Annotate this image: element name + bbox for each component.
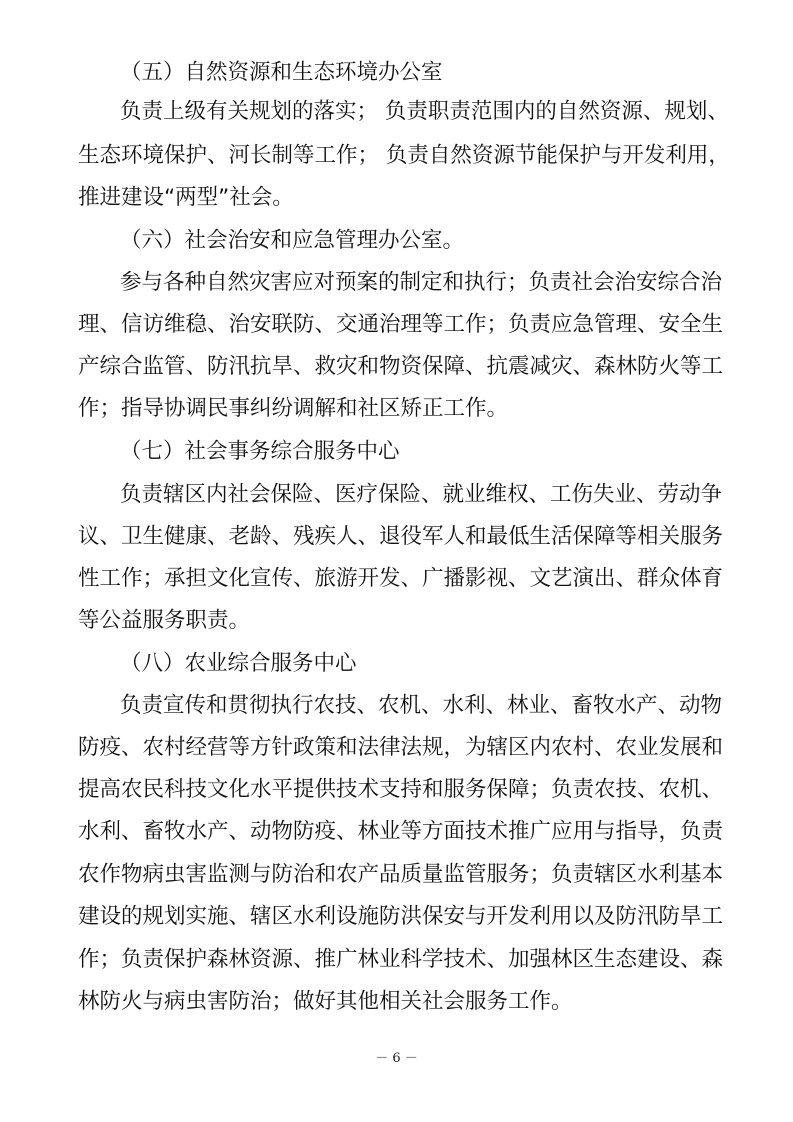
paragraph-line: 负责上级有关规划的落实； 负责职责范围内的自然资源、规划、 xyxy=(120,99,729,124)
page-number: － 6 － xyxy=(375,1051,418,1066)
paragraph-line: 推进建设“两型”社会。 xyxy=(78,185,294,210)
section-heading-8: （八）农业综合服务中心 xyxy=(120,651,357,676)
paragraph-line: 生态环境保护、河长制等工作； 负责自然资源节能保护与开发利用， xyxy=(78,143,730,168)
paragraph-line: 议、卫生健康、老龄、残疾人、退役军人和最低生活保障等相关服务 xyxy=(78,524,724,549)
paragraph-line: 性工作；承担文化宣传、旅游开发、广播影视、文艺演出、群众体育 xyxy=(78,566,724,591)
paragraph-line: 负责宣传和贯彻执行农技、农机、水利、林业、畜牧水产、动物 xyxy=(120,693,723,718)
paragraph-line: 负责辖区内社会保险、医疗保险、就业维权、工伤失业、劳动争 xyxy=(120,482,723,507)
paragraph-line: 参与各种自然灾害应对预案的制定和执行；负责社会治安综合治 xyxy=(120,270,723,295)
paragraph-line: 农作物病虫害监测与防治和农产品质量监管服务；负责辖区水利基本 xyxy=(78,862,724,887)
paragraph-line: 作；负责保护森林资源、推广林业科学技术、加强林区生态建设、森 xyxy=(78,947,724,972)
paragraph-line: 提高农民科技文化水平提供技术支持和服务保障；负责农技、农机、 xyxy=(78,777,724,802)
paragraph-line: 等公益服务职责。 xyxy=(78,608,251,633)
paragraph-line: 产综合监管、防汛抗旱、救灾和物资保障、抗震减灾、森林防火等工 xyxy=(78,354,724,379)
section-heading-5: （五）自然资源和生态环境办公室 xyxy=(120,60,443,85)
section-heading-6: （六）社会治安和应急管理办公室。 xyxy=(120,228,465,253)
paragraph-line: 林防火与病虫害防治；做好其他相关社会服务工作。 xyxy=(78,989,573,1014)
paragraph-line: 水利、畜牧水产、动物防疫、林业等方面技术推广应用与指导，负责 xyxy=(78,819,724,844)
paragraph-line: 防疫、农村经营等方针政策和法律法规，为辖区内农村、农业发展和 xyxy=(78,735,724,760)
paragraph-line: 理、信访维稳、治安联防、交通治理等工作；负责应急管理、安全生 xyxy=(78,312,724,337)
paragraph-line: 作；指导协调民事纠纷调解和社区矫正工作。 xyxy=(78,396,509,421)
paragraph-line: 建设的规划实施、辖区水利设施防洪保安与开发利用以及防汛防旱工 xyxy=(78,904,724,929)
section-heading-7: （七）社会事务综合服务中心 xyxy=(120,439,400,464)
